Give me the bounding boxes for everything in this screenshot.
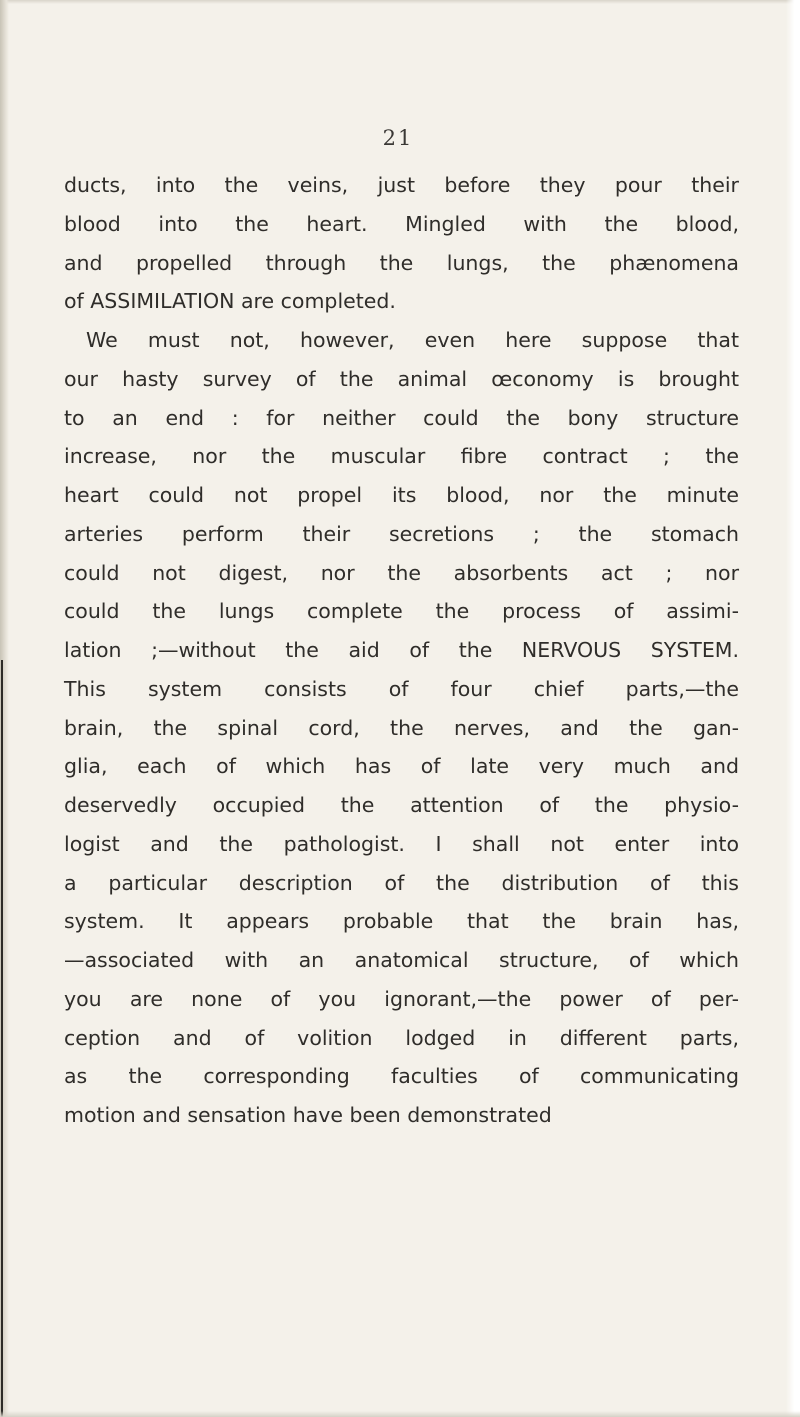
text-line: system. It appears probable that the brain has, xyxy=(64,909,739,934)
text-line: heart could not propel its blood, nor the minute xyxy=(64,483,739,507)
binding-shadow xyxy=(1,660,3,1417)
text-line: a particular description of the distribution of this xyxy=(64,870,739,895)
text-line: you are none of you ignorant,—the power of per- xyxy=(64,986,739,1011)
text-line: We must not, however, even here suppose that xyxy=(86,328,739,352)
text-line: glia, each of which has of late very much and xyxy=(64,754,739,779)
text-line: ducts, into the veins, just before they pour their xyxy=(64,173,739,197)
text-line: —associated with an anatomical structure, of which xyxy=(64,948,739,972)
text-line: to an end : for neither could the bony structure xyxy=(64,405,739,430)
text-line: and propelled through the lungs, the phænomena xyxy=(64,250,739,275)
page-number: 21 xyxy=(382,126,414,150)
page-right-edge xyxy=(786,0,800,1417)
text-line: motion and sensation have been demonstrated xyxy=(64,1103,552,1127)
text-line: ception and of volition lodged in different parts, xyxy=(64,1025,739,1050)
text-line: as the corresponding faculties of communicating xyxy=(64,1064,739,1089)
text-line: arteries perform their secretions ; the stomach xyxy=(64,521,739,546)
text-line: lation ;—without the aid of the NERVOUS SYSTEM. xyxy=(64,638,739,662)
text-line: could not digest, nor the absorbents act ; nor xyxy=(64,560,739,585)
text-line: of ASSIMILATION are completed. xyxy=(64,289,396,314)
text-line: This system consists of four chief parts,—the xyxy=(64,676,739,701)
text-line: could the lungs complete the process of assimi- xyxy=(64,599,739,624)
text-line: our hasty survey of the animal œconomy is brought xyxy=(64,366,739,391)
text-line: brain, the spinal cord, the nerves, and the gan- xyxy=(64,715,739,740)
text-line: logist and the pathologist. I shall not enter into xyxy=(64,831,739,856)
page-top-edge xyxy=(0,0,800,4)
body-text xyxy=(64,166,739,1135)
text-line: increase, nor the muscular fibre contract ; the xyxy=(64,444,739,469)
text-line: blood into the heart. Mingled with the blood, xyxy=(64,211,739,236)
page-bottom-edge xyxy=(0,1411,800,1417)
text-line: deservedly occupied the attention of the physio- xyxy=(64,793,739,817)
